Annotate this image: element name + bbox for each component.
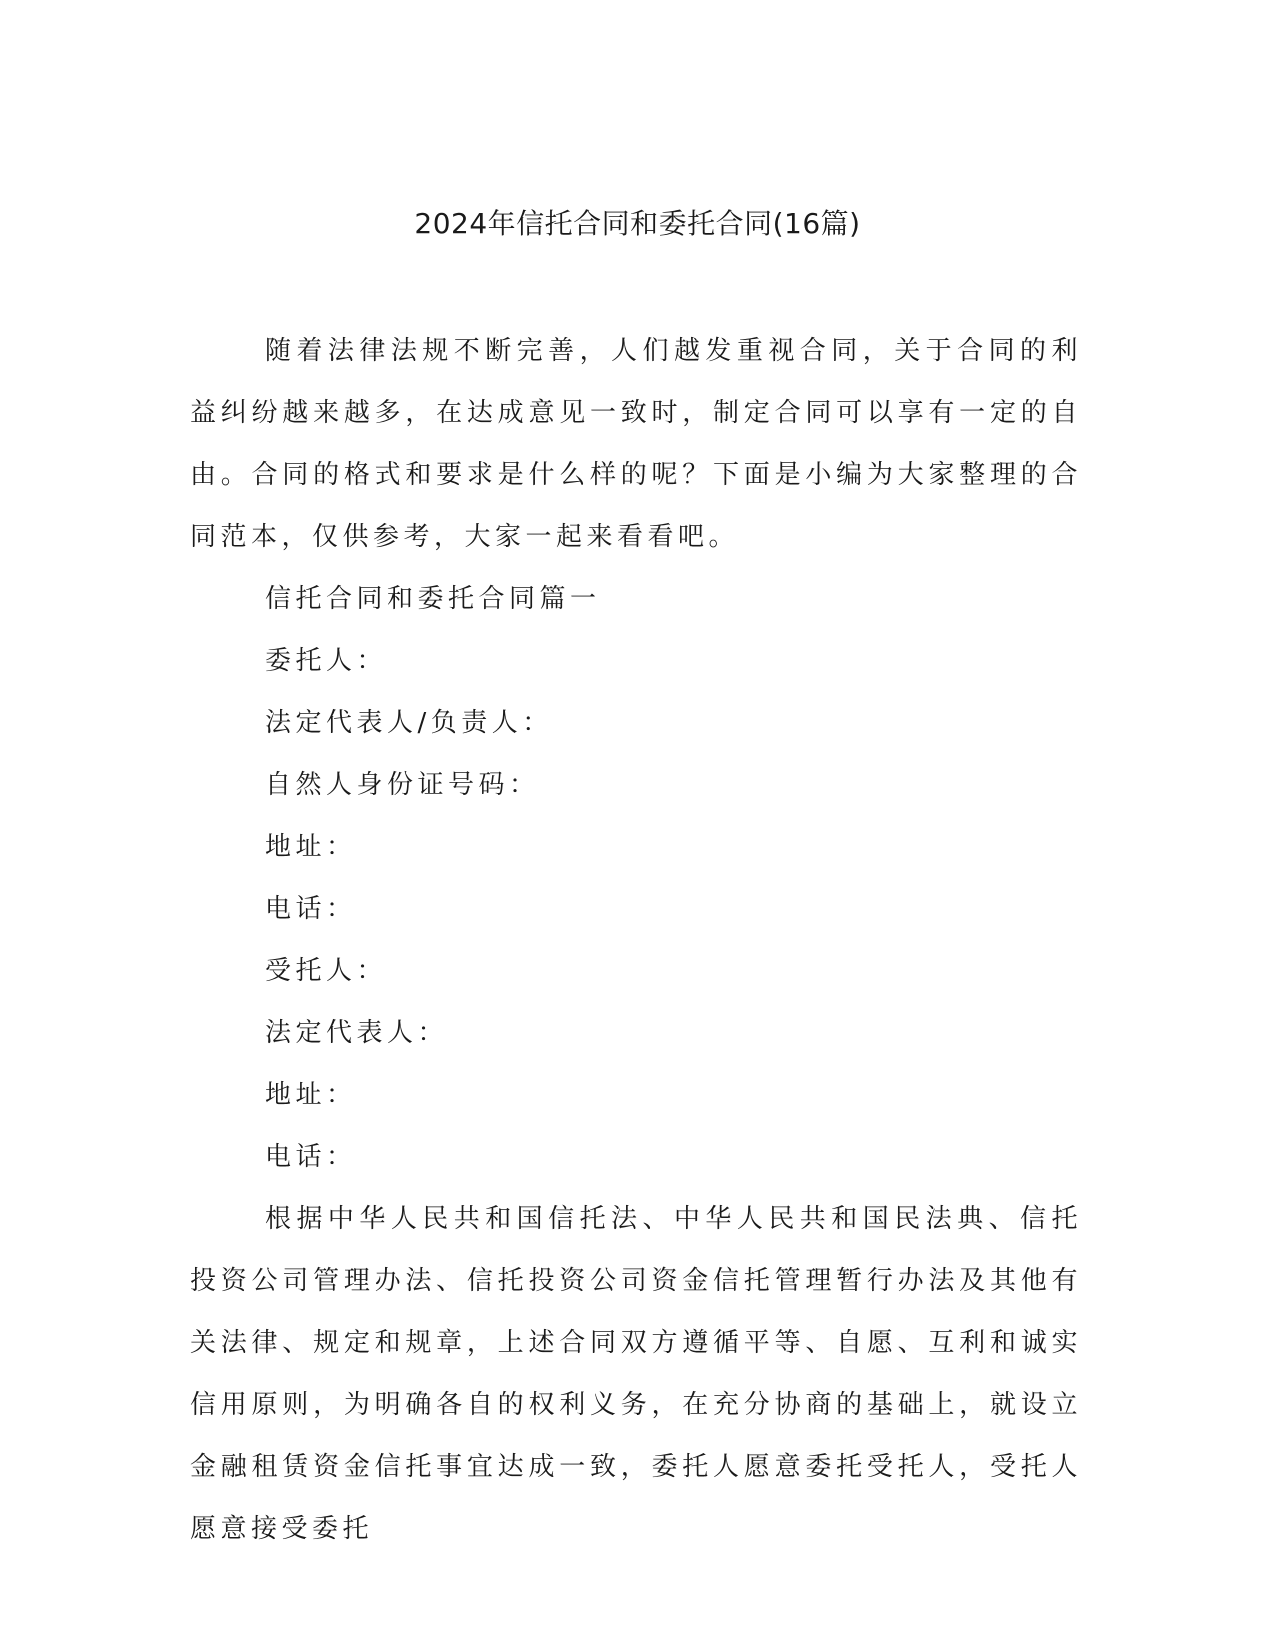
field-address-trustee: 地址： — [265, 1080, 357, 1110]
field-id-number: 自然人身份证号码： — [265, 770, 540, 800]
document-title: 2024年信托合同和委托合同(16篇) — [414, 207, 861, 240]
section-heading: 信托合同和委托合同篇一 — [265, 584, 601, 614]
field-address-entrustor: 地址： — [265, 832, 357, 862]
field-legal-representative: 法定代表人： — [265, 1018, 449, 1048]
document-body — [190, 320, 1082, 1560]
field-entrustor: 委托人： — [265, 646, 388, 676]
clause-paragraph: 根据中华人民共和国信托法、中华人民共和国民法典、信托投资公司管理办法、信托投资公司资金信托管理暂行办法及其他有关法律、规定和规章，上述合同双方遵循平等、自愿、互利和诚实信用原则，为明确各自的权利义务，在充分协商的基础上，就设立金融租赁资金信托事宜达成一致，委托人愿意委托受托人，受托人愿意接受委托 — [190, 1204, 1082, 1544]
intro-paragraph: 随着法律法规不断完善，人们越发重视合同，关于合同的利益纠纷越来越多，在达成意见一致时，制定合同可以享有一定的自由。合同的格式和要求是什么样的呢？下面是小编为大家整理的合同范本，仅供参考，大家一起来看看吧。 — [190, 336, 1082, 552]
field-legal-representative-responsible: 法定代表人/负责人： — [265, 708, 553, 738]
field-phone-trustee: 电话： — [265, 1142, 357, 1172]
field-phone-entrustor: 电话： — [265, 894, 357, 924]
field-trustee: 受托人： — [265, 956, 388, 986]
